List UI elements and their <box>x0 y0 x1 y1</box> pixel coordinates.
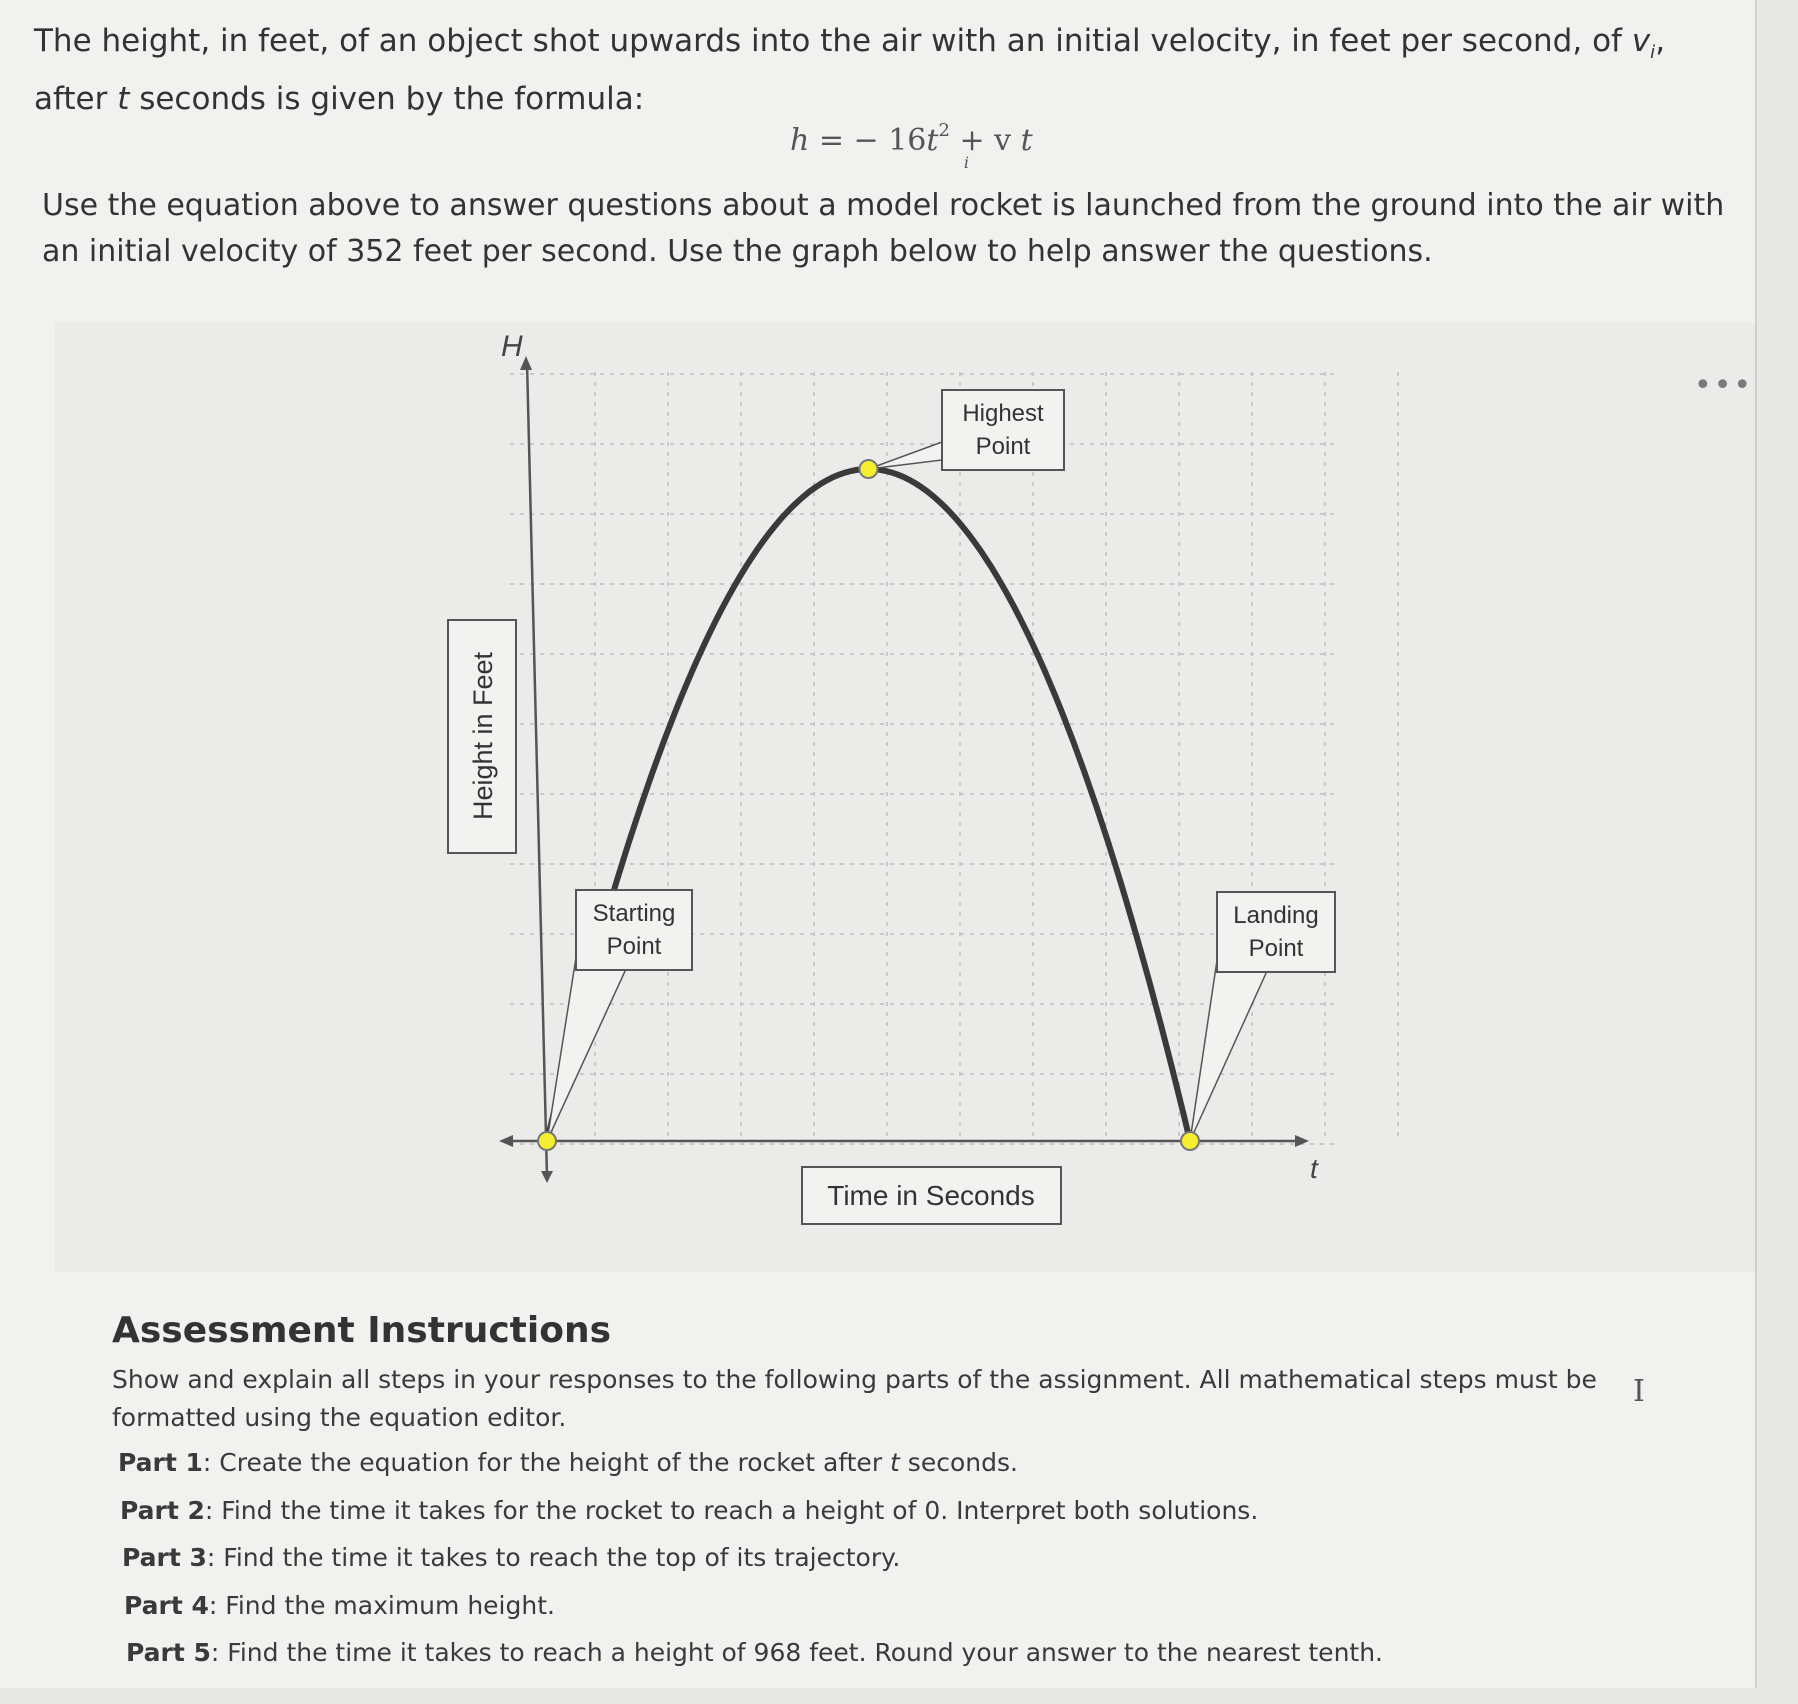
instructions-text: Use the equation above to answer questions about a model rocket is launched from the ground into the air with an initial velocity of 352 feet per second. Use the graph below to help answer the questions. <box>42 188 1725 269</box>
intro-part: seconds is given by the formula: <box>129 81 645 118</box>
t-symbol: t <box>117 81 130 118</box>
part-text: : Create the equation for the height of the rocket after <box>202 1448 891 1477</box>
formula-part: = − 16 <box>809 123 927 158</box>
rocket-height-chart <box>55 322 1755 1272</box>
assessment-instructions: Show and explain all steps in your responses to the following parts of the assignment. All mathematical steps must be formatted using the equation editor. <box>112 1365 1597 1432</box>
y-axis-down-arrow <box>541 1171 553 1183</box>
text-cursor-icon: I <box>1633 1374 1645 1409</box>
parts-list <box>118 1448 1383 1686</box>
part-text: seconds. <box>899 1448 1018 1477</box>
point-label: Point <box>606 933 662 960</box>
list-item <box>118 1591 1383 1639</box>
list-item <box>118 1543 1383 1591</box>
callouts <box>538 390 1335 1150</box>
assessment-heading: Assessment Instructions <box>112 1310 612 1351</box>
height-formula <box>790 120 1033 172</box>
callout-pointer <box>547 945 626 1141</box>
point-label: Highest <box>962 400 1044 427</box>
part-text: : Find the time it takes for the rocket to reach a height of 0. Interpret both solutions. <box>204 1495 1259 1525</box>
x-axis-letter: t <box>1310 1153 1318 1184</box>
part-label: Part 5 <box>126 1638 211 1667</box>
list-item <box>118 1638 1383 1686</box>
part-label: Part 2 <box>120 1495 205 1525</box>
data-point <box>538 1132 556 1150</box>
intro-text <box>34 18 1734 122</box>
intro-part: , after <box>34 23 1666 118</box>
graph-panel <box>55 322 1755 1272</box>
formula-part: t <box>926 123 939 158</box>
vi-symbol: v <box>1631 23 1651 59</box>
x-axis-arrow <box>1295 1135 1309 1147</box>
data-point <box>860 460 878 478</box>
y-axis-letter: H <box>501 330 523 363</box>
chart-grid <box>510 372 1398 1144</box>
vi-subscript: i <box>1650 42 1656 64</box>
formula-exponent: 2 <box>938 120 950 141</box>
list-item <box>118 1496 1383 1544</box>
trajectory-curve <box>547 469 1190 1141</box>
part-label: Part 3 <box>122 1543 207 1572</box>
callout-pointer <box>869 442 943 469</box>
curve-layer <box>547 469 1190 1141</box>
part-text: : Find the time it takes to reach a height of 968 feet. Round your answer to the nearest tenth. <box>210 1638 1384 1667</box>
assessment-section <box>112 1310 1732 1437</box>
formula-subscript: i <box>963 153 970 172</box>
point-label: Point <box>1248 935 1304 962</box>
part-label: Part 1 <box>118 1448 203 1477</box>
more-options-icon[interactable]: ••• <box>1694 368 1754 403</box>
y-axis <box>527 362 547 1177</box>
formula-part: + v <box>949 123 1012 158</box>
x-axis-left-arrow <box>499 1135 513 1147</box>
point-label: Starting <box>592 900 676 927</box>
formula-part: t <box>1020 123 1033 158</box>
x-axis-label: Time in Seconds <box>827 1180 1035 1211</box>
part-text: : Find the maximum height. <box>208 1590 555 1620</box>
formula-lhs: h <box>790 123 810 158</box>
y-axis-label: Height in Feet <box>468 651 498 821</box>
part-text: : Find the time it takes to reach the top of its trajectory. <box>206 1543 901 1572</box>
intro-part: The height, in feet, of an object shot upwards into the air with an initial velocity, in feet per second, of <box>34 23 1632 59</box>
list-item <box>118 1448 1383 1496</box>
callout-pointer <box>1190 947 1267 1141</box>
point-label: Landing <box>1233 902 1319 929</box>
point-label: Point <box>975 433 1031 460</box>
part-label: Part 4 <box>124 1590 209 1620</box>
data-point <box>1181 1132 1199 1150</box>
part-text: t <box>890 1448 900 1477</box>
